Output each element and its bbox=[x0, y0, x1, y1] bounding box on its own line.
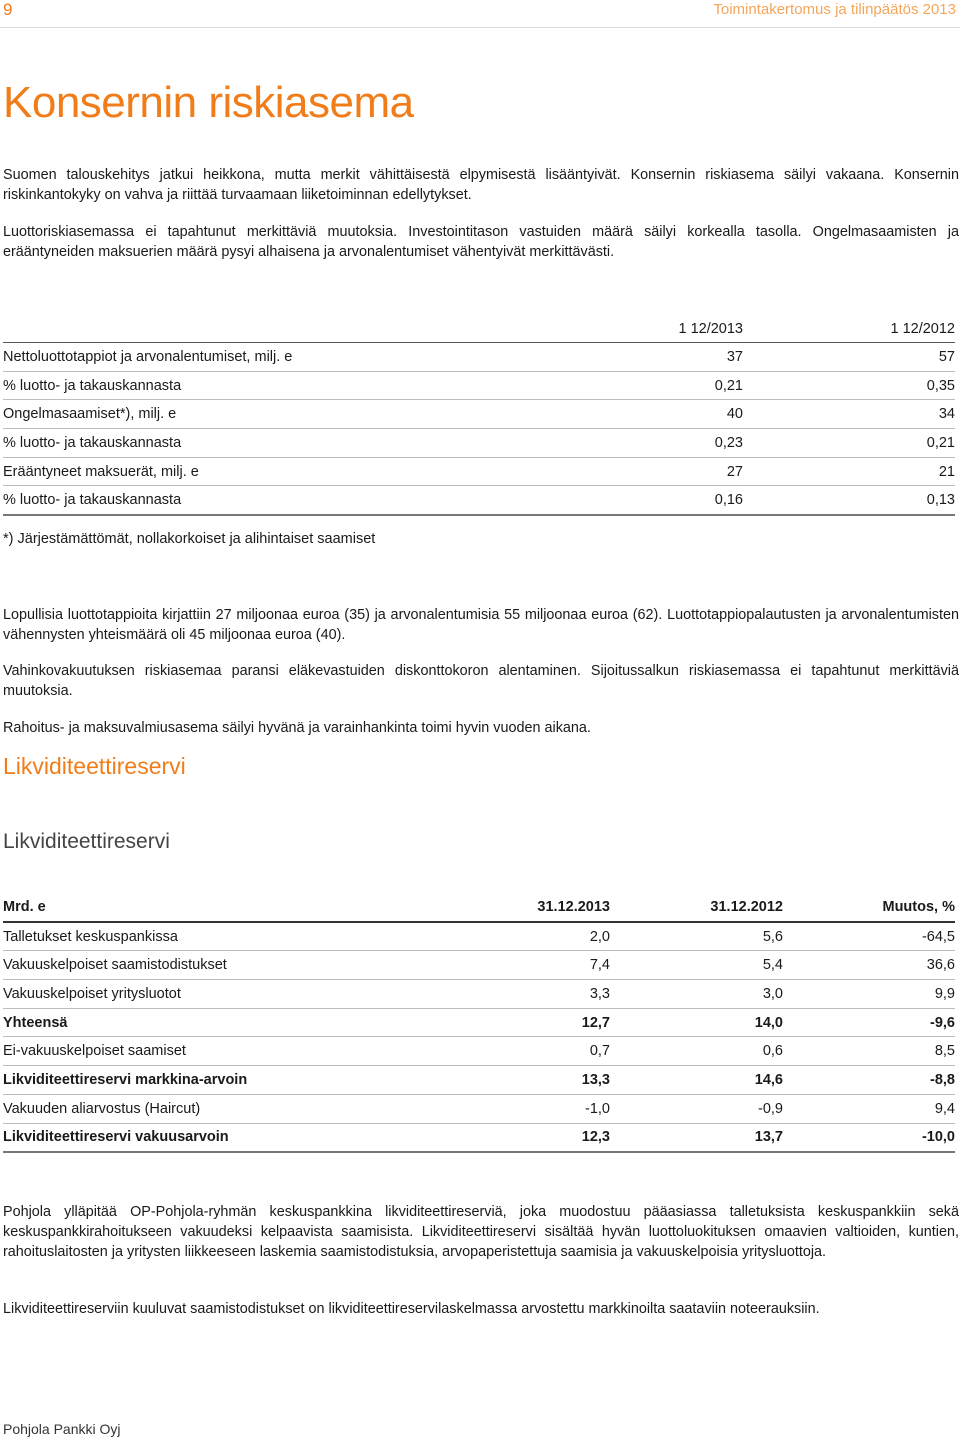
table-row bbox=[3, 486, 955, 515]
credit-risk-table bbox=[3, 315, 955, 516]
row-label: Ongelmasaamiset*), milj. e bbox=[3, 400, 563, 429]
row-label: Erääntyneet maksuerät, milj. e bbox=[3, 457, 563, 486]
value-2013: 3,3 bbox=[383, 980, 610, 1009]
value-2013: -1,0 bbox=[383, 1094, 610, 1123]
table-header-2013: 31.12.2013 bbox=[383, 893, 610, 922]
value-2012: 57 bbox=[743, 343, 955, 372]
value-2012: -0,9 bbox=[610, 1094, 783, 1123]
value-2013: 2,0 bbox=[383, 922, 610, 951]
value-2012: 14,0 bbox=[610, 1008, 783, 1037]
table-header-2012: 31.12.2012 bbox=[610, 893, 783, 922]
value-2012: 5,6 bbox=[610, 922, 783, 951]
value-2013: 7,4 bbox=[383, 951, 610, 980]
page-number: 9 bbox=[3, 0, 13, 19]
table-row bbox=[3, 457, 955, 486]
value-change: 9,4 bbox=[783, 1094, 955, 1123]
body-paragraph-1: Lopullisia luottotappioita kirjattiin 27 miljoonaa euroa (35) ja arvonalentumisia 55 miljoonaa euroa (62). Luottotappiopalautusten ja arvonalentumisten vähennysten yhteismäärä oli 45 miljoonaa euroa (40). bbox=[3, 607, 959, 643]
body-paragraph-2: Vahinkovakuutuksen riskiasemaa paransi eläkevastuiden diskonttokoron alentaminen. Sijoitussalkun riskiasemassa ei tapahtunut merkittäviä muutoksia. bbox=[3, 663, 959, 699]
header-divider bbox=[0, 27, 960, 28]
table-row bbox=[3, 371, 955, 400]
closing-paragraph-2: Likviditeettireserviin kuuluvat saamistodistukset on likviditeettireservilaskelmassa arvostettu markkinoilta saataviin noteerauksiin. bbox=[3, 1301, 820, 1317]
value-2012: 5,4 bbox=[610, 951, 783, 980]
row-label: Vakuuskelpoiset yritysluotot bbox=[3, 980, 383, 1009]
table-row bbox=[3, 922, 955, 951]
row-label: % luotto- ja takauskannasta bbox=[3, 486, 563, 515]
value-2013: 12,3 bbox=[383, 1123, 610, 1152]
row-label: Vakuuden aliarvostus (Haircut) bbox=[3, 1094, 383, 1123]
value-2013: 0,7 bbox=[383, 1037, 610, 1066]
table-row bbox=[3, 980, 955, 1009]
value-2012: 3,0 bbox=[610, 980, 783, 1009]
value-2012: 0,35 bbox=[743, 371, 955, 400]
value-2013: 13,3 bbox=[383, 1066, 610, 1095]
row-label: % luotto- ja takauskannasta bbox=[3, 371, 563, 400]
value-change: 36,6 bbox=[783, 951, 955, 980]
row-label: Yhteensä bbox=[3, 1008, 383, 1037]
value-2012: 14,6 bbox=[610, 1066, 783, 1095]
value-change: -64,5 bbox=[783, 922, 955, 951]
value-change: 8,5 bbox=[783, 1037, 955, 1066]
company-footer: Pohjola Pankki Oyj bbox=[3, 1421, 121, 1437]
value-2013: 37 bbox=[563, 343, 743, 372]
value-2013: 27 bbox=[563, 457, 743, 486]
table-row bbox=[3, 951, 955, 980]
page-title: Konsernin riskiasema bbox=[3, 78, 414, 127]
table-header-label bbox=[3, 315, 563, 343]
closing-paragraph-1: Pohjola ylläpitää OP-Pohjola-ryhmän keskuspankkina likviditeettireserviä, joka muodostuu pääasiassa talletuksista keskuspankkiin sekä keskuspankkirahoitukseen vakuudeksi kelpaavista saamisista. Likviditeettireservi sisältää hyvän luottoluokituksen omaavien valtioiden, kuntien, rahoituslaitosten ja yritysten liikkeeseen laskemia saamistodistuksia, arvopaperistettuja saamisia ja vakuuskelpoisia yritysluottoja. bbox=[3, 1204, 959, 1260]
table-row-total bbox=[3, 1008, 955, 1037]
table-row bbox=[3, 429, 955, 458]
table-header-2013: 1 12/2013 bbox=[563, 315, 743, 343]
value-2013: 12,7 bbox=[383, 1008, 610, 1037]
value-change: 9,9 bbox=[783, 980, 955, 1009]
row-label: Ei-vakuuskelpoiset saamiset bbox=[3, 1037, 383, 1066]
value-change: -10,0 bbox=[783, 1123, 955, 1152]
value-2013: 0,16 bbox=[563, 486, 743, 515]
value-2012: 13,7 bbox=[610, 1123, 783, 1152]
value-2012: 0,21 bbox=[743, 429, 955, 458]
document-title: Toimintakertomus ja tilinpäätös 2013 bbox=[713, 1, 956, 18]
row-label: Likviditeettireservi vakuusarvoin bbox=[3, 1123, 383, 1152]
value-2012: 0,6 bbox=[610, 1037, 783, 1066]
value-2013: 0,23 bbox=[563, 429, 743, 458]
intro-paragraph-1: Suomen talouskehitys jatkui heikkona, mutta merkit vähittäisestä elpymisestä lisääntyivät. Konsernin riskiasema säilyi vakaana. Konsernin riskinkantokyky on vahva ja riittää turvaamaan liiketoiminnan edellytykset. bbox=[3, 167, 959, 203]
value-2012: 34 bbox=[743, 400, 955, 429]
intro-paragraph-2: Luottoriskiasemassa ei tapahtunut merkittäviä muutoksia. Investointitason vastuiden määrä säilyi korkealla tasolla. Ongelmasaamisten ja erääntyneiden maksuerien määrä pysyi alhaisena ja arvonalentumiset vähentyivät merkittävästi. bbox=[3, 224, 959, 260]
row-label: % luotto- ja takauskannasta bbox=[3, 429, 563, 458]
value-2012: 0,13 bbox=[743, 486, 955, 515]
value-2013: 0,21 bbox=[563, 371, 743, 400]
table-title: Likviditeettireservi bbox=[3, 830, 170, 853]
row-label: Nettoluottotappiot ja arvonalentumiset, milj. e bbox=[3, 343, 563, 372]
table-row bbox=[3, 400, 955, 429]
liquidity-reserve-table bbox=[3, 893, 955, 1153]
row-label: Likviditeettireservi markkina-arvoin bbox=[3, 1066, 383, 1095]
body-paragraph-3: Rahoitus- ja maksuvalmiusasema säilyi hyvänä ja varainhankinta toimi hyvin vuoden aikana. bbox=[3, 720, 591, 736]
row-label: Vakuuskelpoiset saamistodistukset bbox=[3, 951, 383, 980]
table-row bbox=[3, 1037, 955, 1066]
value-change: -8,8 bbox=[783, 1066, 955, 1095]
table-row-total bbox=[3, 1066, 955, 1095]
table-header-2012: 1 12/2012 bbox=[743, 315, 955, 343]
table-row-total bbox=[3, 1123, 955, 1152]
value-2013: 40 bbox=[563, 400, 743, 429]
table-header-row bbox=[3, 893, 955, 922]
table-footnote: *) Järjestämättömät, nollakorkoiset ja alihintaiset saamiset bbox=[3, 531, 376, 547]
table-row bbox=[3, 1094, 955, 1123]
table-header-change: Muutos, % bbox=[783, 893, 955, 922]
table-row bbox=[3, 343, 955, 372]
table-header-unit: Mrd. e bbox=[3, 893, 383, 922]
value-2012: 21 bbox=[743, 457, 955, 486]
value-change: -9,6 bbox=[783, 1008, 955, 1037]
section-heading: Likviditeettireservi bbox=[3, 753, 186, 779]
table-header-row bbox=[3, 315, 955, 343]
row-label: Talletukset keskuspankissa bbox=[3, 922, 383, 951]
